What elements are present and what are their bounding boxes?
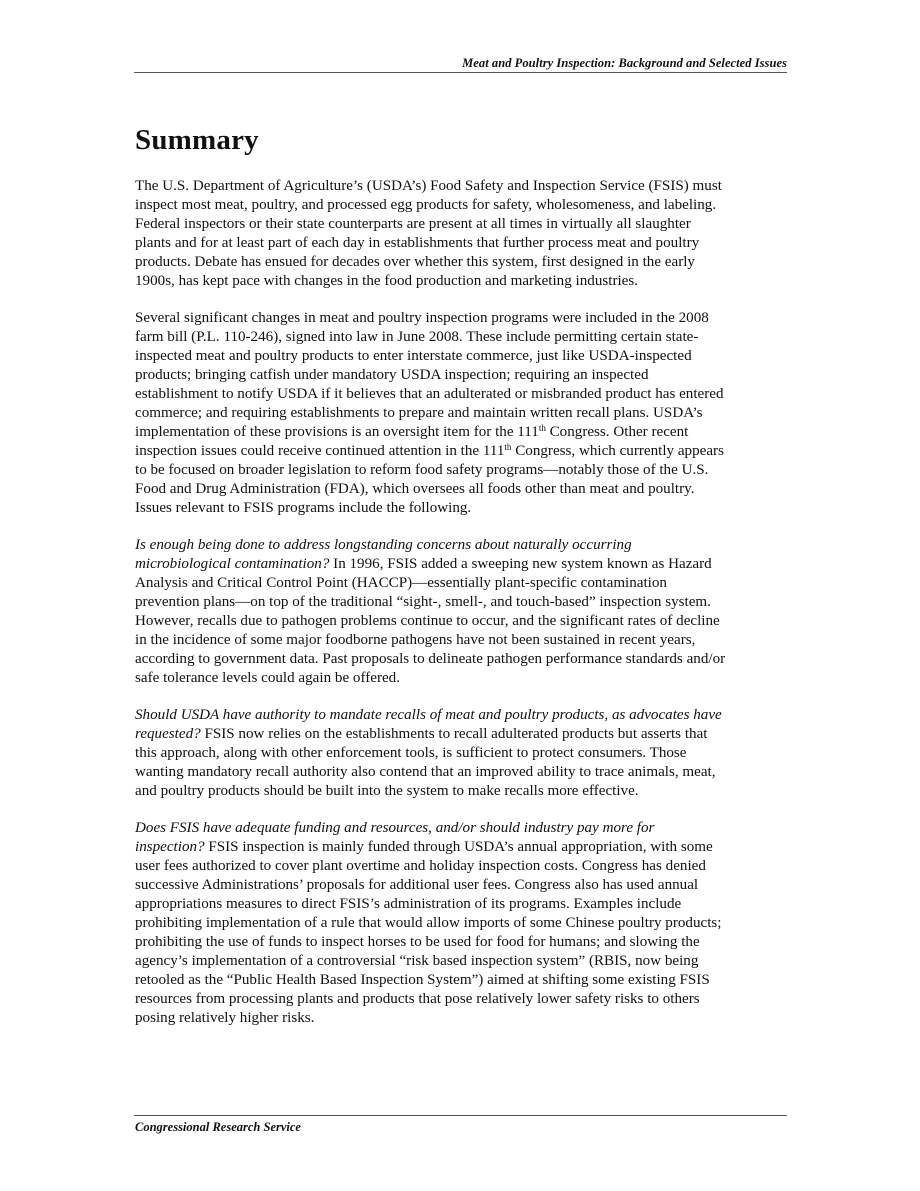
text-line bbox=[135, 177, 795, 196]
text-run: FSIS inspection is mainly funded through USDA’s annual appropriation, with some bbox=[204, 839, 713, 855]
text-line bbox=[135, 574, 795, 593]
italic-question: Is enough being done to address longstanding concerns about naturally occurring bbox=[135, 537, 632, 553]
text-line bbox=[135, 933, 795, 952]
text-line bbox=[135, 499, 795, 518]
ordinal-superscript: th bbox=[504, 442, 512, 452]
text-line bbox=[135, 857, 795, 876]
text-run: establishment to notify USDA if it believes that an adulterated or misbranded product has entered bbox=[135, 386, 724, 402]
text-line bbox=[135, 536, 795, 555]
text-run: products. Debate has ensued for decades over whether this system, first designed in the early bbox=[135, 254, 695, 270]
text-line bbox=[135, 895, 795, 914]
text-line bbox=[135, 952, 795, 971]
text-line bbox=[135, 650, 795, 669]
text-run: safe tolerance levels could again be offered. bbox=[135, 670, 400, 686]
text-line bbox=[135, 309, 795, 328]
text-line bbox=[135, 669, 795, 688]
text-run: 1900s, has kept pace with changes in the food production and marketing industries. bbox=[135, 273, 639, 289]
header-divider bbox=[134, 72, 787, 73]
text-line bbox=[135, 914, 795, 933]
footer-divider bbox=[134, 1115, 787, 1116]
text-run: FSIS now relies on the establishments to recall adulterated products but asserts that bbox=[200, 726, 708, 742]
text-run: plants and for at least part of each day in establishments that further process meat and poultry bbox=[135, 235, 700, 251]
text-line bbox=[135, 461, 795, 480]
text-run: commerce; and requiring establishments to prepare and maintain written recall plans. USDA’s bbox=[135, 405, 703, 421]
text-run: The U.S. Department of Agriculture’s (USDA’s) Food Safety and Inspection Service (FSIS) must bbox=[135, 178, 722, 194]
text-line bbox=[135, 366, 795, 385]
text-line bbox=[135, 234, 795, 253]
text-run: farm bill (P.L. 110-246), signed into law in June 2008. These include permitting certain state- bbox=[135, 329, 699, 345]
text-line bbox=[135, 782, 795, 801]
text-run: prohibiting the use of funds to inspect horses to be used for food for humans; and slowing the bbox=[135, 934, 700, 950]
text-line bbox=[135, 971, 795, 990]
paragraph bbox=[135, 819, 795, 1028]
italic-question: Does FSIS have adequate funding and resources, and/or should industry pay more for bbox=[135, 820, 655, 836]
text-run: prohibiting implementation of a rule that would allow imports of some Chinese poultry products; bbox=[135, 915, 722, 931]
text-run: appropriations measures to direct FSIS’s administration of its programs. Examples include bbox=[135, 896, 682, 912]
text-run: resources from processing plants and products that pose relatively lower safety risks to others bbox=[135, 991, 700, 1007]
text-line bbox=[135, 555, 795, 574]
text-run: Federal inspectors or their state counterparts are present at all times in virtually all slaughter bbox=[135, 216, 691, 232]
text-line bbox=[135, 819, 795, 838]
paragraph bbox=[135, 309, 795, 518]
text-run: In 1996, FSIS added a sweeping new system known as Hazard bbox=[329, 556, 712, 572]
text-run: Several significant changes in meat and poultry inspection programs were included in the 2008 bbox=[135, 310, 709, 326]
text-run: Congress, which currently appears bbox=[511, 443, 724, 459]
text-line bbox=[135, 593, 795, 612]
text-run: to be focused on broader legislation to reform food safety programs—notably those of the U.S. bbox=[135, 462, 709, 478]
italic-question: microbiological contamination? bbox=[135, 556, 330, 572]
text-run: this approach, along with other enforcement tools, is sufficient to protect consumers. Those bbox=[135, 745, 687, 761]
paragraph bbox=[135, 706, 795, 801]
text-run: inspection issues could receive continued attention in the 111 bbox=[135, 443, 505, 459]
text-line bbox=[135, 1009, 795, 1028]
text-run: Congress. Other recent bbox=[545, 424, 689, 440]
text-line bbox=[135, 423, 795, 442]
text-run: in the incidence of some major foodborne pathogens have not been sustained in recent years, bbox=[135, 632, 696, 648]
text-run: products; bringing catfish under mandatory USDA inspection; requiring an inspected bbox=[135, 367, 649, 383]
italic-question: Should USDA have authority to mandate recalls of meat and poultry products, as advocates have bbox=[135, 707, 722, 723]
text-line bbox=[135, 215, 795, 234]
text-run: implementation of these provisions is an oversight item for the 111 bbox=[135, 424, 539, 440]
text-line bbox=[135, 876, 795, 895]
text-line bbox=[135, 253, 795, 272]
italic-question: requested? bbox=[135, 726, 201, 742]
text-line bbox=[135, 990, 795, 1009]
text-line bbox=[135, 725, 795, 744]
text-run: retooled as the “Public Health Based Inspection System”) aimed at shifting some existing FSIS bbox=[135, 972, 710, 988]
text-line bbox=[135, 838, 795, 857]
ordinal-superscript: th bbox=[538, 423, 546, 433]
text-line bbox=[135, 706, 795, 725]
text-line bbox=[135, 763, 795, 782]
text-line bbox=[135, 404, 795, 423]
italic-question: inspection? bbox=[135, 839, 205, 855]
text-run: according to government data. Past proposals to delineate pathogen performance standards and/or bbox=[135, 651, 726, 667]
text-run: successive Administrations’ proposals for additional user fees. Congress also has used annual bbox=[135, 877, 699, 893]
text-run: However, recalls due to pathogen problems continue to occur, and the significant rates of decline bbox=[135, 613, 720, 629]
text-line bbox=[135, 631, 795, 650]
text-line bbox=[135, 480, 795, 499]
text-run: inspect most meat, poultry, and processed egg products for safety, wholesomeness, and labeling. bbox=[135, 197, 717, 213]
text-line bbox=[135, 744, 795, 763]
paragraph bbox=[135, 536, 795, 688]
text-line bbox=[135, 328, 795, 347]
text-run: prevention plans—on top of the traditional “sight-, smell-, and touch-based” inspection system. bbox=[135, 594, 711, 610]
text-line bbox=[135, 385, 795, 404]
text-run: wanting mandatory recall authority also contend that an improved ability to trace animals, meat, bbox=[135, 764, 716, 780]
text-line bbox=[135, 442, 795, 461]
text-run: Food and Drug Administration (FDA), which oversees all foods other than meat and poultry. bbox=[135, 481, 695, 497]
summary-body bbox=[135, 177, 795, 1046]
text-line bbox=[135, 347, 795, 366]
text-run: agency’s implementation of a controversial “risk based inspection system” (RBIS, now being bbox=[135, 953, 699, 969]
text-run: user fees authorized to cover plant overtime and holiday inspection costs. Congress has denied bbox=[135, 858, 706, 874]
text-run: and poultry products should be built into the system to make recalls more effective. bbox=[135, 783, 639, 799]
text-run: inspected meat and poultry products to enter interstate commerce, just like USDA-inspected bbox=[135, 348, 692, 364]
text-run: posing relatively higher risks. bbox=[135, 1010, 315, 1026]
text-run: Issues relevant to FSIS programs include the following. bbox=[135, 500, 472, 516]
paragraph bbox=[135, 177, 795, 291]
text-line bbox=[135, 612, 795, 631]
footer-source: Congressional Research Service bbox=[135, 1120, 301, 1134]
text-line bbox=[135, 272, 795, 291]
text-run: Analysis and Critical Control Point (HACCP)—essentially plant-specific contamination bbox=[135, 575, 667, 591]
running-header: Meat and Poultry Inspection: Background and Selected Issues bbox=[462, 56, 787, 70]
page-title: Summary bbox=[135, 124, 259, 156]
text-line bbox=[135, 196, 795, 215]
